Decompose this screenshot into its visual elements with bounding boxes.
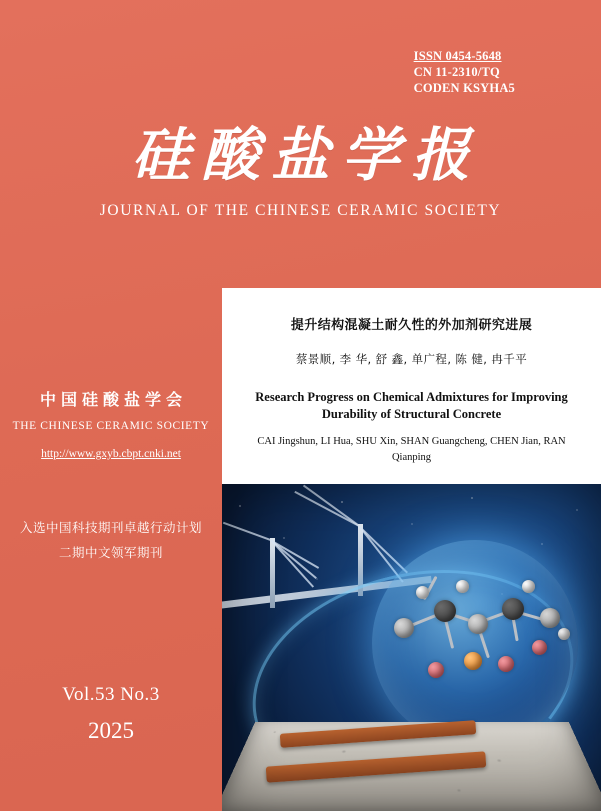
journal-website-link[interactable]: http://www.gxyb.cbpt.cnki.net: [41, 448, 181, 460]
molecule-atom: [558, 628, 570, 640]
masthead: [0, 116, 601, 220]
bridge-cable: [272, 540, 320, 568]
society-name-english: THE CHINESE CERAMIC SOCIETY: [12, 420, 210, 432]
bridge-cable: [223, 522, 272, 541]
molecule-atom: [394, 618, 414, 638]
article-authors-english: CAI Jingshun, LI Hua, SHU Xin, SHAN Guangcheng, CHEN Jian, RAN Qianping: [257, 436, 566, 463]
coden-code: CODEN KSYHA5: [413, 81, 515, 95]
featured-article-panel: [222, 288, 601, 484]
molecule-atom: [540, 608, 560, 628]
excellence-plan-line-1: 入选中国科技期刊卓越行动计划: [19, 520, 202, 535]
article-authors-chinese: 蔡景顺, 李 华, 舒 鑫, 单广程, 陈 健, 冉千平: [295, 352, 528, 366]
society-name-chinese: 中国硅酸盐学会: [39, 390, 187, 409]
issue-block: [0, 682, 222, 748]
molecule-atom: [456, 580, 469, 593]
bridge-cable: [272, 540, 317, 578]
cover-artwork: [222, 484, 601, 811]
artwork-molecule: [372, 540, 578, 746]
article-title-english-line-2: Durability of Structural Concrete: [321, 407, 502, 421]
article-title-english: [244, 389, 579, 423]
molecule-atom: [428, 662, 444, 678]
molecule-atom: [468, 614, 488, 634]
society-block: [0, 388, 222, 462]
excellence-plan-note: [0, 515, 222, 565]
bridge-pylon-left: [270, 538, 275, 608]
molecule-atom: [502, 598, 524, 620]
molecule-atom: [532, 640, 547, 655]
molecule-atom: [522, 580, 535, 593]
excellence-plan-line-2: 二期中文领军期刊: [58, 545, 163, 560]
identifier-codes: [414, 48, 515, 96]
molecule-atom-highlight: [464, 652, 482, 670]
article-title-chinese: 提升结构混凝土耐久性的外加剂研究进展: [290, 318, 533, 333]
molecule-atom: [416, 586, 429, 599]
article-title-english-line-1: Research Progress on Chemical Admixtures for Improving: [255, 390, 568, 404]
issn-code: ISSN 0454-5648: [413, 49, 502, 63]
molecule-atom: [434, 600, 456, 622]
volume-issue-label: Vol.53 No.3: [62, 684, 160, 705]
journal-title-chinese: 硅酸盐学报: [131, 121, 482, 189]
year-label: 2025: [88, 718, 134, 743]
journal-title-english: JOURNAL OF THE CHINESE CERAMIC SOCIETY: [99, 202, 502, 219]
cn-code: CN 11-2310/TQ: [413, 65, 500, 79]
molecule-atom: [498, 656, 514, 672]
